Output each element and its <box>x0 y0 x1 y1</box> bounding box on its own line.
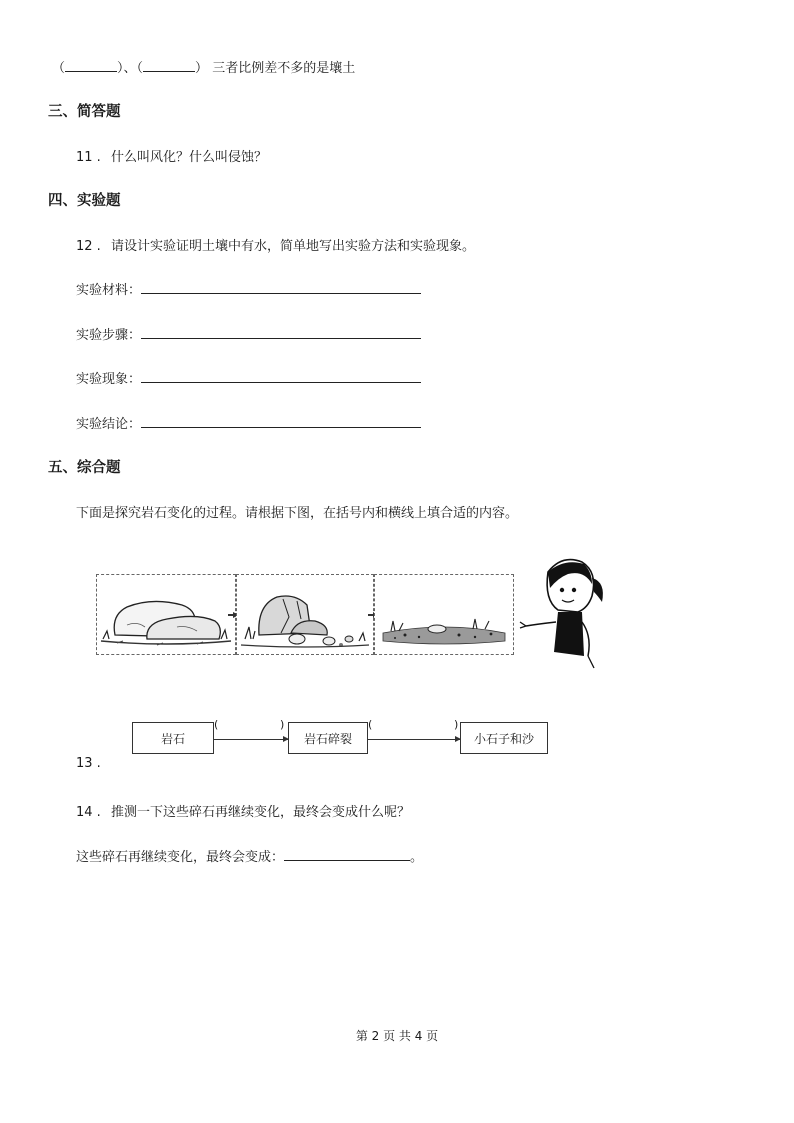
question-14-answer-line <box>76 846 423 865</box>
field-label: 实验现象： <box>76 372 142 387</box>
field-conclusion <box>76 413 421 432</box>
answer-blank-2[interactable] <box>143 59 195 72</box>
cracked-rock-icon <box>237 575 373 654</box>
page-footer: 第 2 页 共 4 页 <box>355 1029 439 1043</box>
blank-paren-open-1: ( <box>214 718 219 731</box>
cracked-rock-panel <box>236 574 374 655</box>
field-label: 实验材料： <box>76 283 142 298</box>
field-steps <box>76 324 421 343</box>
answer-suffix: 。 <box>410 850 424 865</box>
gravel-sand-icon <box>375 575 513 654</box>
answer-blank-1[interactable] <box>65 59 117 72</box>
question-text: 请设计实验证明土壤中有水，简单地写出实验方法和实验现象。 <box>110 239 475 254</box>
blank-paren-close-2: ) <box>454 718 459 731</box>
section-4-title: 四、实验题 <box>48 193 121 209</box>
field-materials <box>76 279 421 298</box>
flow-arrow-1 <box>214 739 288 740</box>
section-5-title: 五、综合题 <box>48 460 121 476</box>
question-13-number: 13 . <box>76 756 101 771</box>
question-number: 12 . <box>76 239 101 254</box>
answer-line-phenomenon[interactable] <box>141 382 421 383</box>
flow-arrow-2 <box>368 739 460 740</box>
answer-line-final[interactable] <box>284 860 410 861</box>
rock-change-illustration <box>96 552 616 672</box>
question-text: 推测一下这些碎石再继续变化，最终会变成什么呢？ <box>110 805 410 820</box>
question-number: 14 . <box>76 805 101 820</box>
question-text: 什么叫风化？什么叫侵蚀？ <box>110 150 267 165</box>
section-3-title: 三、简答题 <box>48 104 121 120</box>
field-phenomenon <box>76 368 421 387</box>
question-number: 11 . <box>76 150 101 165</box>
top-line-text: 三者比例差不多的是壤土 <box>212 61 356 76</box>
blank-paren-close-1: ) <box>280 718 285 731</box>
field-label: 实验步骤： <box>76 328 142 343</box>
gravel-sand-panel <box>374 574 514 655</box>
rock-panel <box>96 574 236 655</box>
girl-pointing-icon <box>518 552 610 670</box>
question-11 <box>76 146 267 165</box>
question-14 <box>76 801 410 820</box>
answer-line-conclusion[interactable] <box>141 427 421 428</box>
answer-prefix: 这些碎石再继续变化，最终会变成： <box>76 850 285 865</box>
flow-box-gravel-sand: 小石子和沙 <box>460 722 548 754</box>
section-5-intro: 下面是探究岩石变化的过程。请根据下图，在括号内和横线上填合适的内容。 <box>76 506 519 521</box>
flow-box-rock: 岩石 <box>132 722 214 754</box>
flow-box-cracked: 岩石碎裂 <box>288 722 368 754</box>
top-fill-line: （ ）、（ ） 三者比例差不多的是壤土 <box>52 61 356 76</box>
rock-flow-diagram <box>130 718 560 758</box>
blank-paren-open-2: ( <box>368 718 373 731</box>
answer-line-steps[interactable] <box>141 338 421 339</box>
question-12 <box>76 235 475 254</box>
intact-rock-icon <box>97 575 235 654</box>
field-label: 实验结论： <box>76 417 142 432</box>
answer-line-materials[interactable] <box>141 293 421 294</box>
